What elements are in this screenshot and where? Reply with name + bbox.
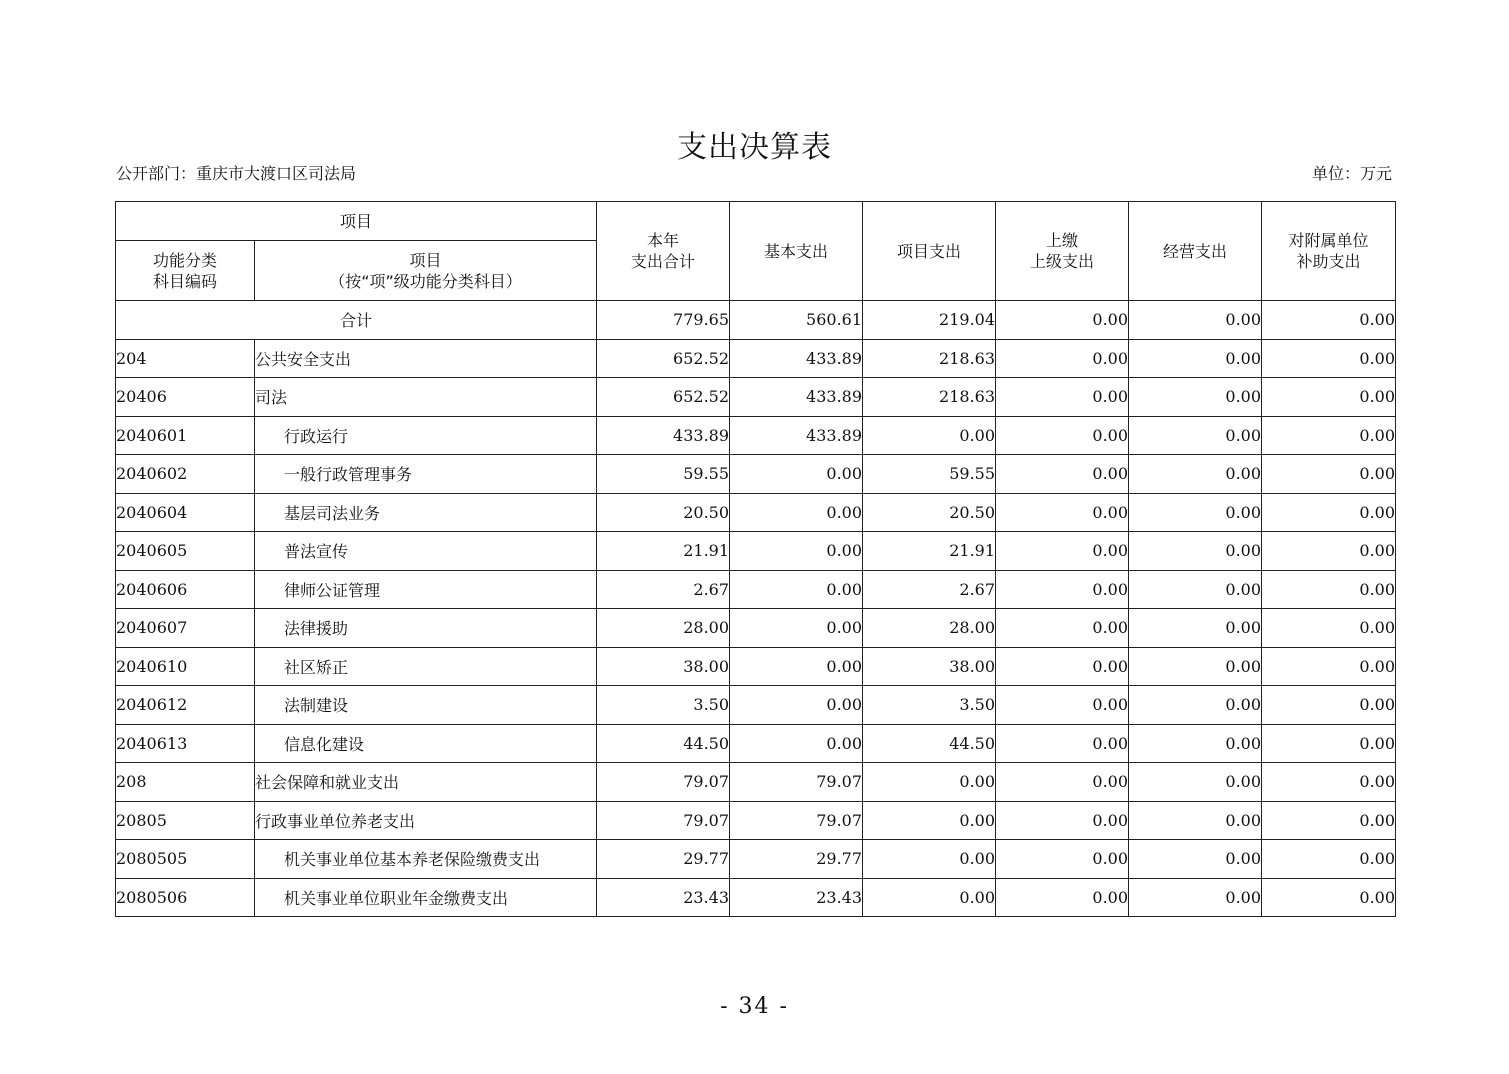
total-value: 219.04 bbox=[863, 301, 996, 340]
row-value: 433.89 bbox=[730, 416, 863, 455]
header-name-line1: 项目 bbox=[409, 250, 442, 270]
row-value: 21.91 bbox=[597, 532, 730, 571]
row-value: 3.50 bbox=[597, 686, 730, 725]
table-row bbox=[116, 686, 1396, 725]
row-value: 0.00 bbox=[996, 416, 1129, 455]
row-value: 0.00 bbox=[1262, 570, 1396, 609]
row-value: 79.07 bbox=[730, 801, 863, 840]
row-value: 0.00 bbox=[1129, 493, 1262, 532]
row-value: 0.00 bbox=[1129, 609, 1262, 648]
row-value: 0.00 bbox=[996, 840, 1129, 879]
row-value: 0.00 bbox=[1129, 416, 1262, 455]
row-value: 20.50 bbox=[863, 493, 996, 532]
row-name: 信息化建设 bbox=[255, 724, 597, 763]
header-subsidy-line1: 对附属单位 bbox=[1288, 231, 1369, 250]
row-value: 0.00 bbox=[1129, 647, 1262, 686]
header-upper-line2: 上级支出 bbox=[1030, 252, 1095, 271]
header-business: 经营支出 bbox=[1129, 202, 1262, 301]
header-code-line1: 功能分类 bbox=[152, 250, 217, 270]
row-value: 2.67 bbox=[863, 570, 996, 609]
row-value: 0.00 bbox=[1129, 801, 1262, 840]
row-value: 0.00 bbox=[1262, 532, 1396, 571]
row-value: 0.00 bbox=[1129, 378, 1262, 417]
row-value: 0.00 bbox=[996, 686, 1129, 725]
department-label: 公开部门：重庆市大渡口区司法局 bbox=[116, 164, 357, 183]
row-value: 0.00 bbox=[730, 455, 863, 494]
row-value: 0.00 bbox=[996, 801, 1129, 840]
row-value: 3.50 bbox=[863, 686, 996, 725]
row-value: 0.00 bbox=[1129, 532, 1262, 571]
row-code: 2040601 bbox=[116, 416, 255, 455]
row-name: 机关事业单位基本养老保险缴费支出 bbox=[255, 840, 597, 879]
row-value: 0.00 bbox=[996, 878, 1129, 917]
header-total-line2: 支出合计 bbox=[631, 252, 696, 271]
row-code: 2040602 bbox=[116, 455, 255, 494]
row-value: 23.43 bbox=[597, 878, 730, 917]
row-value: 20.50 bbox=[597, 493, 730, 532]
row-value: 0.00 bbox=[996, 609, 1129, 648]
row-code: 208 bbox=[116, 763, 255, 802]
header-code-line2: 科目编码 bbox=[152, 271, 217, 291]
header-total-line1: 本年 bbox=[647, 231, 680, 250]
total-value: 560.61 bbox=[730, 301, 863, 340]
total-label: 合计 bbox=[116, 301, 597, 340]
row-value: 0.00 bbox=[1262, 840, 1396, 879]
row-value: 0.00 bbox=[863, 840, 996, 879]
row-code: 20805 bbox=[116, 801, 255, 840]
total-value: 0.00 bbox=[1262, 301, 1396, 340]
row-value: 59.55 bbox=[597, 455, 730, 494]
row-value: 0.00 bbox=[1129, 724, 1262, 763]
total-value: 779.65 bbox=[597, 301, 730, 340]
row-value: 59.55 bbox=[863, 455, 996, 494]
row-value: 0.00 bbox=[1129, 763, 1262, 802]
row-value: 44.50 bbox=[597, 724, 730, 763]
row-value: 0.00 bbox=[996, 378, 1129, 417]
row-value: 0.00 bbox=[730, 532, 863, 571]
row-value: 652.52 bbox=[597, 378, 730, 417]
page-number: - 34 - bbox=[720, 994, 789, 1019]
row-code: 204 bbox=[116, 339, 255, 378]
header-upper bbox=[996, 202, 1129, 301]
total-value: 0.00 bbox=[996, 301, 1129, 340]
table-row bbox=[116, 878, 1396, 917]
row-value: 28.00 bbox=[863, 609, 996, 648]
table-row bbox=[116, 570, 1396, 609]
row-value: 0.00 bbox=[730, 493, 863, 532]
row-value: 218.63 bbox=[863, 339, 996, 378]
row-name: 律师公证管理 bbox=[255, 570, 597, 609]
row-value: 0.00 bbox=[996, 339, 1129, 378]
table-row bbox=[116, 801, 1396, 840]
header-name-line2: （按“项”级功能分类科目） bbox=[329, 271, 522, 291]
row-code: 2040605 bbox=[116, 532, 255, 571]
row-value: 0.00 bbox=[996, 493, 1129, 532]
row-code: 2080505 bbox=[116, 840, 255, 879]
row-name: 法律援助 bbox=[255, 609, 597, 648]
header-code bbox=[116, 241, 255, 301]
row-name: 社区矫正 bbox=[255, 647, 597, 686]
table-row bbox=[116, 609, 1396, 648]
row-name: 行政运行 bbox=[255, 416, 597, 455]
row-value: 29.77 bbox=[730, 840, 863, 879]
row-value: 79.07 bbox=[597, 763, 730, 802]
row-name: 社会保障和就业支出 bbox=[255, 763, 597, 802]
row-code: 20406 bbox=[116, 378, 255, 417]
row-value: 0.00 bbox=[730, 609, 863, 648]
row-value: 44.50 bbox=[863, 724, 996, 763]
row-value: 0.00 bbox=[996, 647, 1129, 686]
total-row bbox=[116, 301, 1396, 340]
row-value: 0.00 bbox=[1262, 724, 1396, 763]
row-value: 433.89 bbox=[730, 378, 863, 417]
row-value: 0.00 bbox=[730, 724, 863, 763]
row-value: 652.52 bbox=[597, 339, 730, 378]
row-value: 0.00 bbox=[1262, 878, 1396, 917]
page-title: 支出决算表 bbox=[677, 130, 832, 165]
table-row bbox=[116, 532, 1396, 571]
row-value: 38.00 bbox=[597, 647, 730, 686]
table-row bbox=[116, 455, 1396, 494]
row-value: 0.00 bbox=[1262, 339, 1396, 378]
header-total bbox=[597, 202, 730, 301]
row-name: 基层司法业务 bbox=[255, 493, 597, 532]
row-code: 2040607 bbox=[116, 609, 255, 648]
row-value: 0.00 bbox=[1129, 570, 1262, 609]
table-row bbox=[116, 416, 1396, 455]
row-value: 0.00 bbox=[863, 763, 996, 802]
row-value: 23.43 bbox=[730, 878, 863, 917]
row-value: 0.00 bbox=[863, 878, 996, 917]
row-value: 218.63 bbox=[863, 378, 996, 417]
row-value: 28.00 bbox=[597, 609, 730, 648]
expenditure-table bbox=[115, 201, 1396, 917]
total-value: 0.00 bbox=[1129, 301, 1262, 340]
row-value: 0.00 bbox=[730, 570, 863, 609]
row-code: 2040606 bbox=[116, 570, 255, 609]
row-value: 0.00 bbox=[996, 570, 1129, 609]
row-value: 0.00 bbox=[1129, 339, 1262, 378]
row-value: 0.00 bbox=[1262, 763, 1396, 802]
row-value: 0.00 bbox=[1262, 416, 1396, 455]
table-row bbox=[116, 378, 1396, 417]
row-value: 0.00 bbox=[1262, 455, 1396, 494]
row-value: 0.00 bbox=[1129, 840, 1262, 879]
row-value: 0.00 bbox=[1129, 455, 1262, 494]
table-row bbox=[116, 840, 1396, 879]
row-value: 38.00 bbox=[863, 647, 996, 686]
table-row bbox=[116, 493, 1396, 532]
row-code: 2040610 bbox=[116, 647, 255, 686]
row-code: 2040613 bbox=[116, 724, 255, 763]
header-subsidy-line2: 补助支出 bbox=[1296, 252, 1361, 271]
table-row bbox=[116, 724, 1396, 763]
header-basic: 基本支出 bbox=[730, 202, 863, 301]
row-value: 0.00 bbox=[730, 686, 863, 725]
row-name: 行政事业单位养老支出 bbox=[255, 801, 597, 840]
row-value: 2.67 bbox=[597, 570, 730, 609]
row-value: 79.07 bbox=[730, 763, 863, 802]
table-row bbox=[116, 647, 1396, 686]
row-value: 0.00 bbox=[1262, 378, 1396, 417]
row-value: 29.77 bbox=[597, 840, 730, 879]
row-value: 0.00 bbox=[996, 532, 1129, 571]
row-code: 2040604 bbox=[116, 493, 255, 532]
row-name: 普法宣传 bbox=[255, 532, 597, 571]
row-value: 0.00 bbox=[1262, 609, 1396, 648]
row-value: 0.00 bbox=[996, 455, 1129, 494]
row-value: 433.89 bbox=[730, 339, 863, 378]
row-name: 司法 bbox=[255, 378, 597, 417]
table-row bbox=[116, 339, 1396, 378]
row-name: 机关事业单位职业年金缴费支出 bbox=[255, 878, 597, 917]
row-value: 0.00 bbox=[1262, 686, 1396, 725]
header-name bbox=[255, 241, 597, 301]
row-value: 0.00 bbox=[1129, 878, 1262, 917]
row-value: 79.07 bbox=[597, 801, 730, 840]
row-value: 0.00 bbox=[996, 763, 1129, 802]
unit-label: 单位：万元 bbox=[1311, 164, 1392, 183]
header-project: 项目支出 bbox=[863, 202, 996, 301]
row-value: 0.00 bbox=[1262, 647, 1396, 686]
row-name: 公共安全支出 bbox=[255, 339, 597, 378]
table-row bbox=[116, 763, 1396, 802]
row-code: 2040612 bbox=[116, 686, 255, 725]
header-upper-line1: 上缴 bbox=[1046, 231, 1079, 250]
row-value: 0.00 bbox=[1262, 493, 1396, 532]
row-value: 0.00 bbox=[1129, 686, 1262, 725]
row-code: 2080506 bbox=[116, 878, 255, 917]
row-value: 0.00 bbox=[863, 416, 996, 455]
row-value: 433.89 bbox=[597, 416, 730, 455]
row-value: 0.00 bbox=[730, 647, 863, 686]
row-value: 0.00 bbox=[996, 724, 1129, 763]
header-subsidy bbox=[1262, 202, 1396, 301]
row-value: 0.00 bbox=[863, 801, 996, 840]
row-value: 0.00 bbox=[1262, 801, 1396, 840]
row-value: 21.91 bbox=[863, 532, 996, 571]
header-item-group: 项目 bbox=[116, 202, 597, 241]
row-name: 一般行政管理事务 bbox=[255, 455, 597, 494]
row-name: 法制建设 bbox=[255, 686, 597, 725]
